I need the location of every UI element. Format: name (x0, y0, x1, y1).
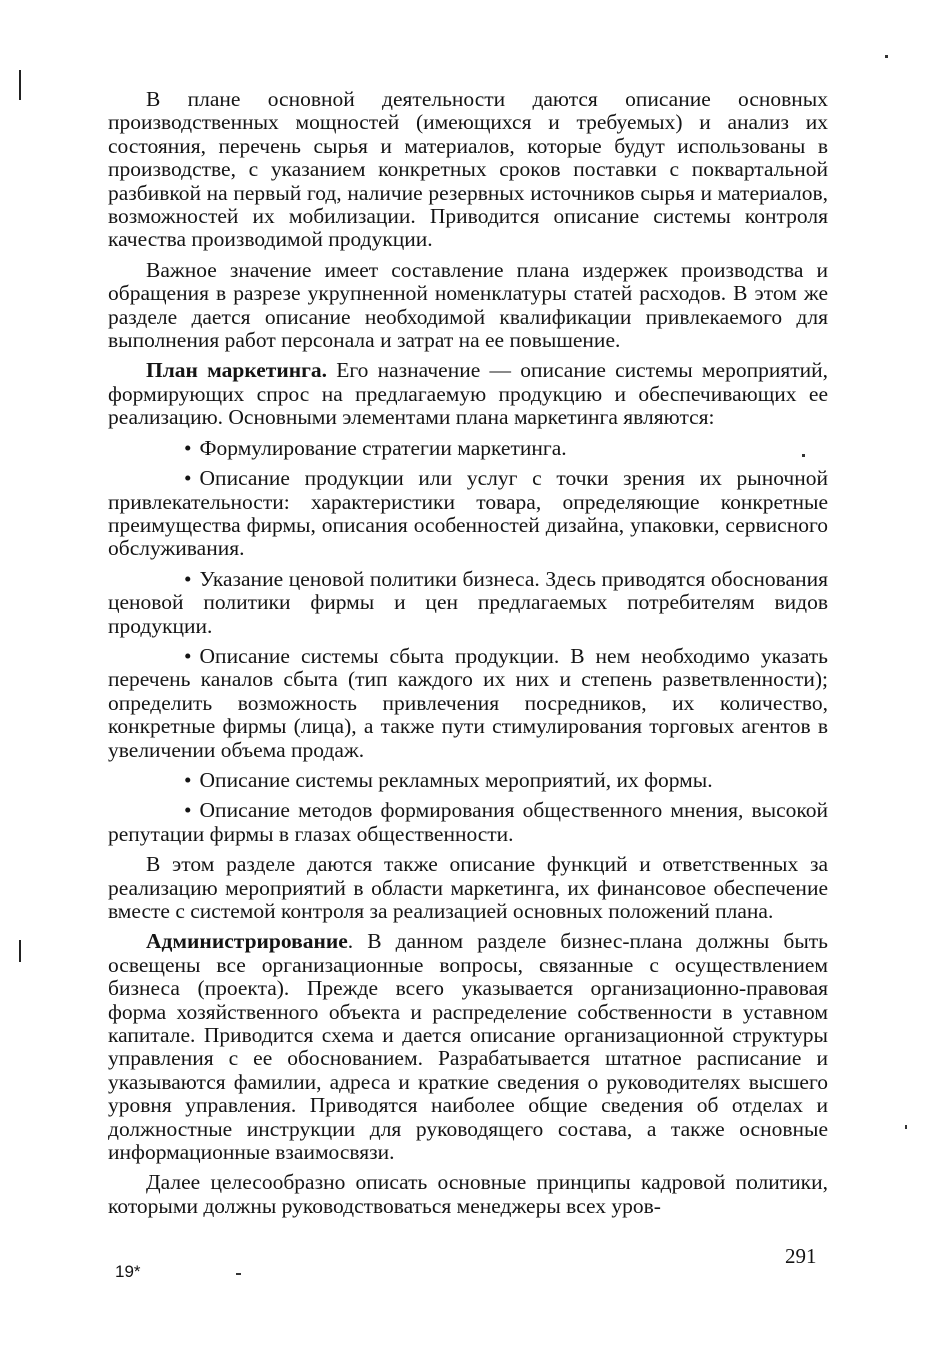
signature-mark: 19* (115, 1262, 141, 1281)
section-heading: Администрирование (146, 929, 348, 954)
paragraph-text: Указание ценовой политики бизнеса. Здесь приводятся обоснования ценовой политики фирмы и цен предлагаемых потребителям видов продукции. (108, 566, 828, 638)
paragraph (108, 853, 828, 923)
margin-line-bottom (19, 940, 21, 962)
paragraph (108, 259, 828, 353)
scan-speck (236, 1273, 241, 1275)
scan-speck (802, 454, 805, 457)
bullet-icon: • (184, 643, 192, 668)
paragraph (108, 359, 828, 429)
paragraph-text: Описание методов формирования общественного мнения, высокой репутации фирмы в глазах общественности. (108, 798, 828, 846)
bullet-icon: • (184, 466, 192, 491)
paragraph-text: Важное значение имеет составление плана издержек производства и обращения в разрезе укрупненной номенклатуры статей расходов. В этом же разделе дается описание необходимой квалификации привлекаемого для выполнения работ персонала и затрат на ее повышение. (108, 257, 828, 353)
bullet-icon: • (184, 798, 192, 823)
paragraph-text: Описание системы сбыта продукции. В нем необходимо указать перечень каналов сбыта (тип каждого их них и степень разветвленности); определить возможность привлечения посредников, их количество, конкретные фирмы (лица), а также пути стимулирования торговых агентов в увеличении объема продаж. (108, 643, 828, 762)
bullet-item (108, 799, 828, 846)
bullet-item (108, 645, 828, 762)
bullet-icon: • (184, 767, 192, 792)
paragraph-text: В этом разделе даются также описание функций и ответственных за реализацию мероприятий в области маркетинга, их финансовое обеспечение вместе с системой контроля за реализацией основных положений плана. (108, 852, 828, 923)
paragraph-text: Формулирование стратегии маркетинга. (199, 435, 567, 460)
paragraph (108, 1171, 828, 1218)
page-number: 291 (785, 1244, 817, 1268)
paragraph-text: Далее целесообразно описать основные принципы кадровой политики, которыми должны руководствоваться менеджеры всех уров- (108, 1170, 828, 1218)
scan-speck (885, 55, 888, 58)
paragraph (108, 930, 828, 1164)
paragraph-text: . В данном разделе бизнес-плана должны быть освещены все организационные вопросы, связанные с осуществлением бизнеса (проекта). Прежде всего указывается организационно-правовая форма хозяйственного объекта и распределение собственности в уставном капитале. Приводится схема и дается описание организационной структуры управления с ее обоснованием. Разрабатывается штатное расписание и указываются фамилии, адреса и краткие сведения о руководителях высшего уровня управления. Приводятся наиболее общие сведения об отделах и должностные инструкции для руководящего состава, а также основные информационные взаимосвязи. (108, 929, 828, 1165)
paragraph (108, 88, 828, 252)
bullet-icon: • (184, 435, 192, 460)
bullet-item (108, 769, 828, 792)
scan-speck (905, 1125, 907, 1129)
paragraph-text: В плане основной деятельности даются описание основных производственных мощностей (имеющихся и требуемых) и анализ их состояния, перечень сырья и материалов, которые будут использованы в производстве, с указанием конкретных сроков поставки с поквартальной разбивкой на первый год, наличие резервных источников сырья и материалов, возможностей их мобилизации. Приводится описание системы контроля качества производимой продукции. (108, 87, 828, 252)
bullet-item (108, 437, 828, 460)
bullet-icon: • (184, 566, 192, 591)
paragraph-text: Его назначение — описание системы мероприятий, формирующих спрос на предлагаемую продукцию и обеспечивающих ее реализацию. Основными элементами плана маркетинга являются: (108, 358, 828, 430)
paragraph-text: Описание продукции или услуг с точки зрения их рыночной привлекательности: характеристики товара, определяющие конкретные преимущества фирмы, описания особенностей дизайна, упаковки, сервисного обслуживания. (108, 466, 828, 561)
bullet-item (108, 568, 828, 638)
bullet-item (108, 467, 828, 561)
margin-line-top (19, 70, 21, 100)
paragraph-text: Описание системы рекламных мероприятий, их формы. (199, 767, 713, 792)
page-body (108, 88, 828, 1225)
section-heading: План маркетинга. (146, 358, 327, 383)
